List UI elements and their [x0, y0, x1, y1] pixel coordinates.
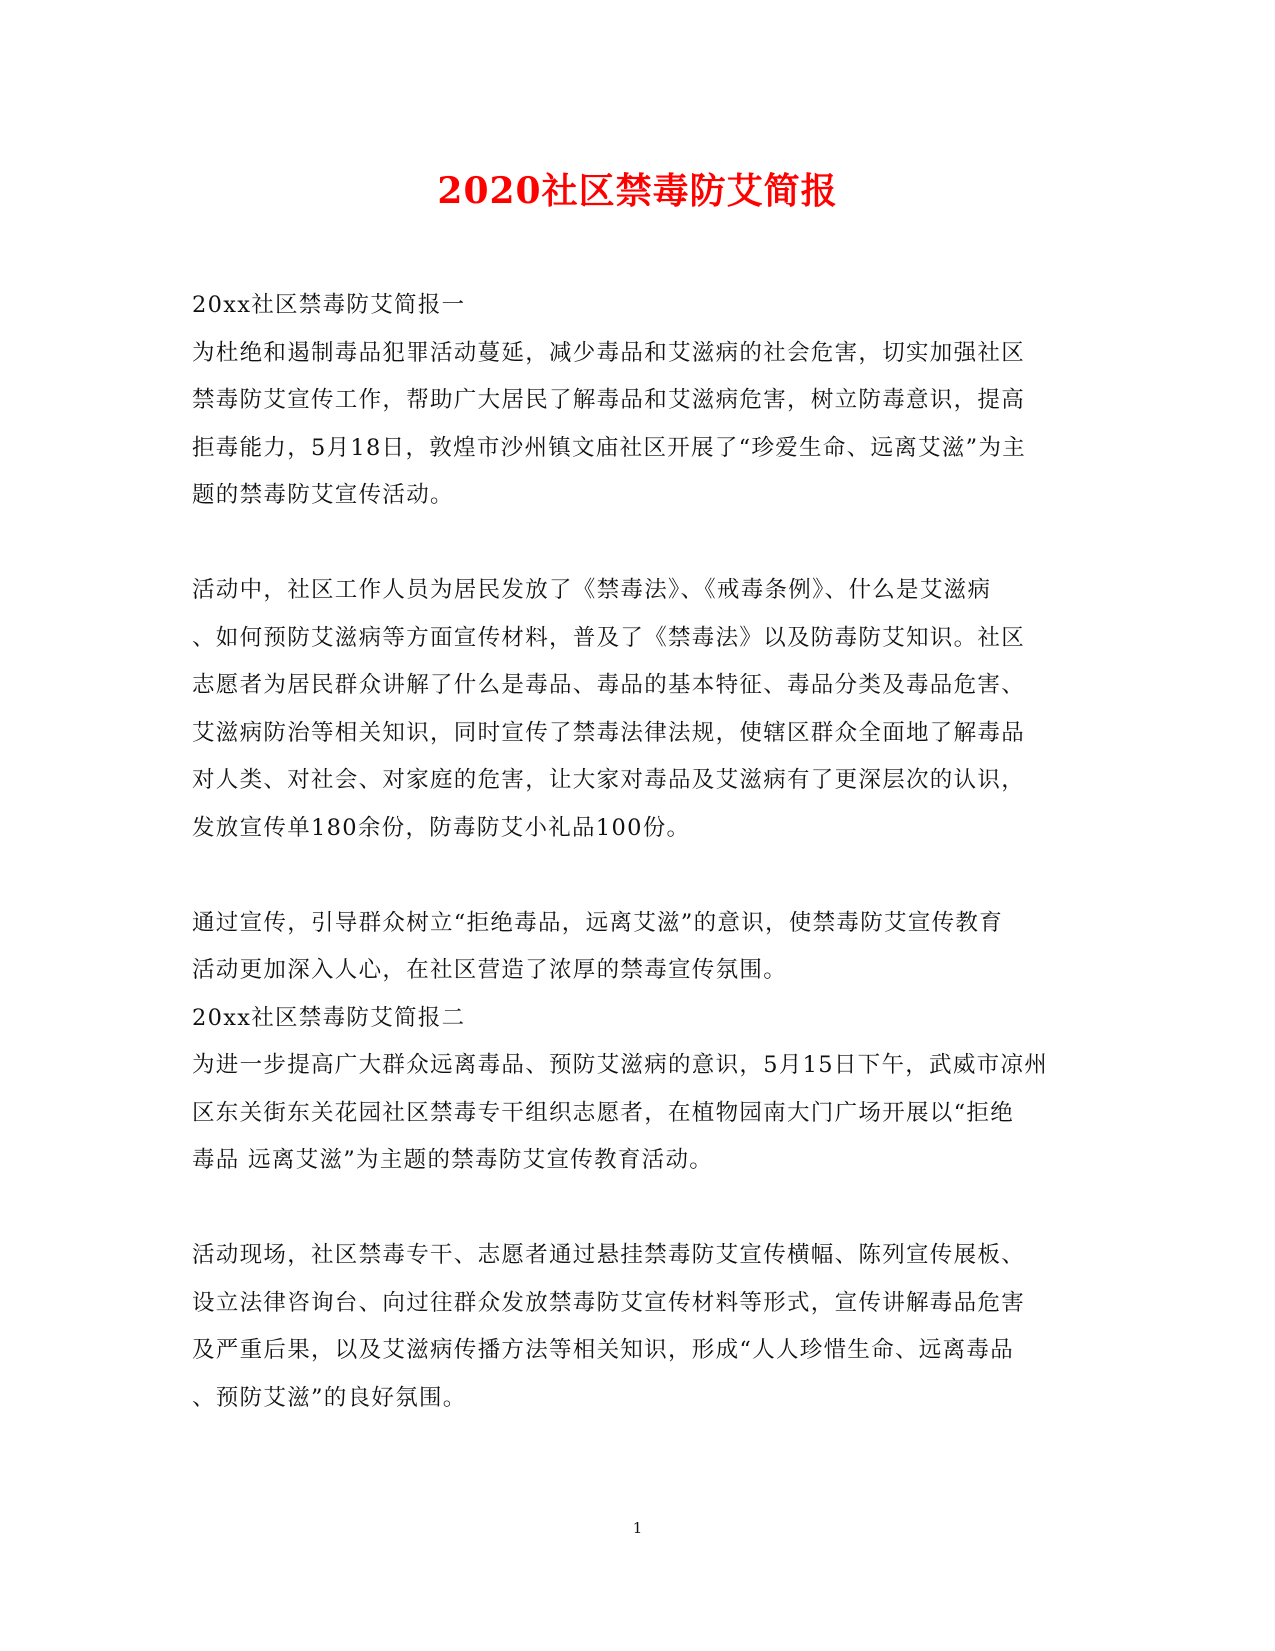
paragraph-line: 设立法律咨询台、向过往群众发放禁毒防艾宣传材料等形式，宣传讲解毒品危害: [192, 1289, 1026, 1316]
paragraph-line: 为进一步提高广大群众远离毒品、预防艾滋病的意识，5月15日下午，武威市凉州: [192, 1052, 1049, 1078]
paragraph-line: 活动中，社区工作人员为居民发放了《禁毒法》、《戒毒条例》、什么是艾滋病: [192, 577, 992, 603]
paragraph-line: 拒毒能力，5月18日，敦煌市沙州镇文庙社区开展了“珍爱生命、远离艾滋”为主: [192, 434, 1027, 461]
paragraph-line: 志愿者为居民群众讲解了什么是毒品、毒品的基本特征、毒品分类及毒品危害、: [192, 672, 1026, 698]
paragraph-line: 活动更加深入人心，在社区营造了浓厚的禁毒宣传氛围。: [192, 957, 788, 983]
paragraph-1: [192, 330, 1092, 520]
paragraph-spacer: [192, 852, 1092, 900]
paragraph-line: 对人类、对社会、对家庭的危害，让大家对毒品及艾滋病有了更深层次的认识，: [192, 767, 1026, 793]
paragraph-line: 题的禁毒防艾宣传活动。: [192, 482, 454, 508]
paragraph-2: [192, 567, 1092, 852]
document-body: [192, 282, 1092, 1422]
section-heading-two: 20xx社区禁毒防艾简报二: [192, 1004, 466, 1031]
paragraph-line: 、如何预防艾滋病等方面宣传材料，普及了《禁毒法》以及防毒防艾知识。社区: [192, 624, 1026, 651]
paragraph-line: 毒品 远离艾滋”为主题的禁毒防艾宣传教育活动。: [192, 1147, 714, 1173]
paragraph-line: 活动现场，社区禁毒专干、志愿者通过悬挂禁毒防艾宣传横幅、陈列宣传展板、: [192, 1242, 1026, 1268]
page-number: 1: [632, 1519, 643, 1537]
paragraph-line: 发放宣传单180余份，防毒防艾小礼品100份。: [192, 814, 691, 841]
paragraph-spacer: [192, 520, 1092, 568]
paragraph-line: 、预防艾滋”的良好氛围。: [192, 1384, 467, 1411]
paragraph-line: 及严重后果，以及艾滋病传播方法等相关知识，形成“人人珍惜生命、远离毒品: [192, 1337, 1015, 1363]
paragraph-line: 通过宣传，引导群众树立“拒绝毒品，远离艾滋”的意识，使禁毒防艾宣传教育: [192, 909, 1004, 936]
paragraph-line: 艾滋病防治等相关知识，同时宣传了禁毒法律法规，使辖区群众全面地了解毒品: [192, 719, 1026, 746]
paragraph-line: 为杜绝和遏制毒品犯罪活动蔓延，减少毒品和艾滋病的社会危害，切实加强社区: [192, 339, 1026, 366]
paragraph-4: [192, 1042, 1092, 1185]
paragraph-spacer: [192, 1185, 1092, 1233]
paragraph-line: 禁毒防艾宣传工作，帮助广大居民了解毒品和艾滋病危害，树立防毒意识，提高: [192, 387, 1026, 413]
paragraph-5: [192, 1232, 1092, 1422]
section-heading-one: 20xx社区禁毒防艾简报一: [192, 292, 466, 318]
paragraph-line: 区东关街东关花园社区禁毒专干组织志愿者，在植物园南大门广场开展以“拒绝: [192, 1099, 1015, 1126]
page-title: 2020社区禁毒防艾简报: [437, 170, 838, 212]
paragraph-3: [192, 900, 1092, 995]
